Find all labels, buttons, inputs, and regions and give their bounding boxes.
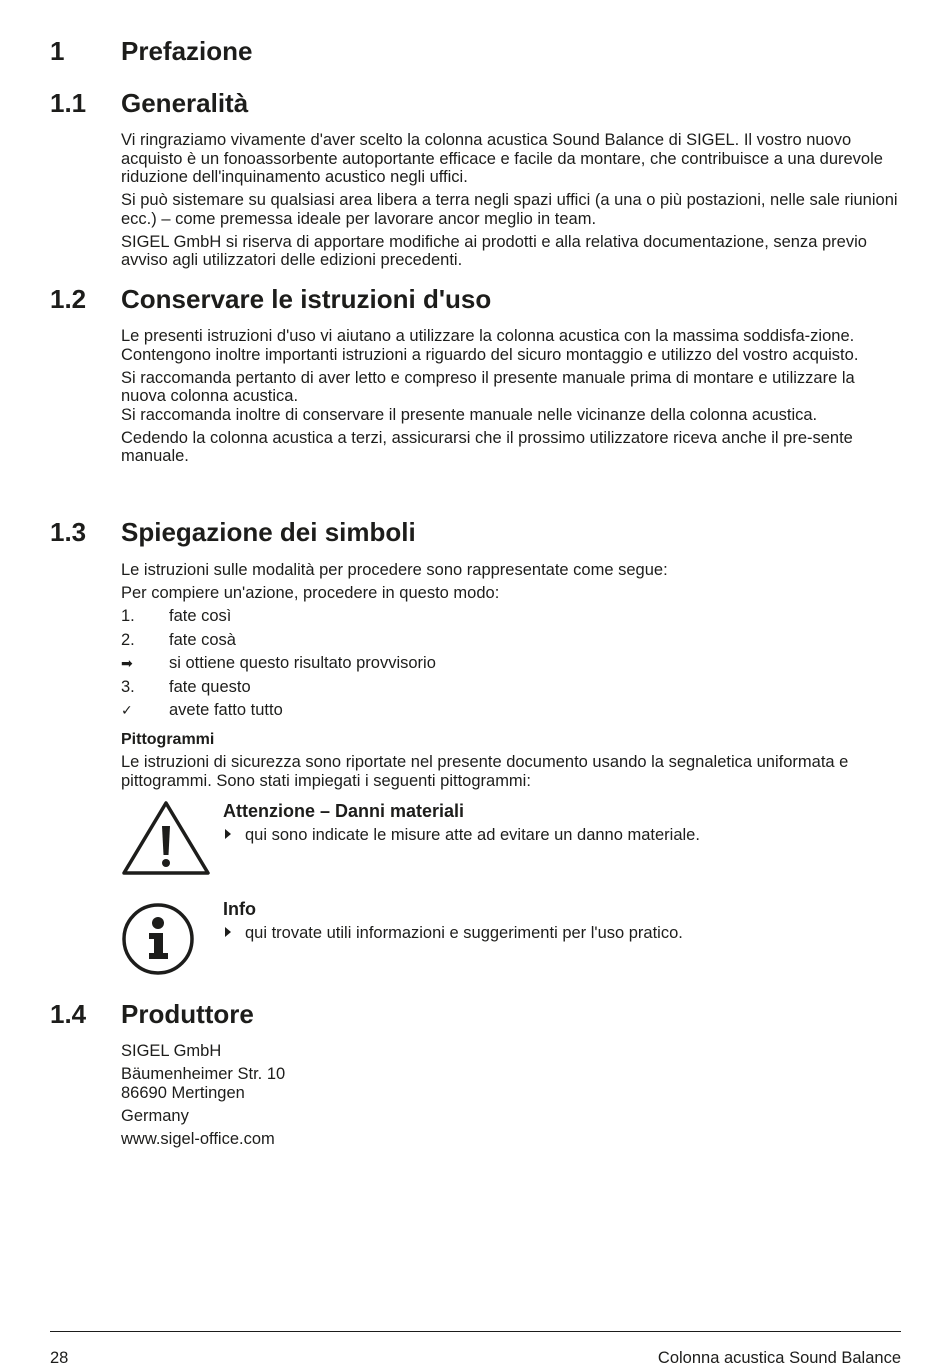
city: 86690 Mertingen [121, 1083, 245, 1102]
symbols-intro [121, 561, 903, 607]
footer-divider [50, 1331, 901, 1332]
bullet-arrow-icon [225, 927, 231, 937]
paragraph: Per compiere un'azione, procedere in questo modo: [121, 584, 500, 603]
section-number: 1.2 [50, 284, 87, 314]
chapter-number: 1 [50, 36, 65, 66]
chapter-title: Prefazione [121, 36, 253, 66]
paragraph: Le istruzioni sulle modalità per procedere sono rappresentate come segue: [121, 561, 668, 579]
section-title: Generalità [121, 88, 249, 118]
info-text: qui trovate utili informazioni e suggerimenti per l'uso pratico. [245, 924, 683, 942]
warning-title: Attenzione – Danni materiali [223, 801, 465, 821]
subheading-pittogrammi: Pittogrammi [121, 731, 215, 748]
paragraph: Si raccomanda pertanto di aver letto e compreso il presente manuale prima di montare e utilizzare la nuova colonna acustica. [121, 368, 855, 406]
paragraph: Le istruzioni di sicurezza sono riportate nel presente documento usando la segnaletica uniformata e pittogrammi. Sono stati impiegati i seguenti pittogrammi: [121, 753, 849, 790]
section-title: Conservare le istruzioni d'uso [121, 284, 492, 314]
section-number: 1.3 [50, 517, 87, 547]
section-number: 1.4 [50, 999, 87, 1029]
paragraph: Contengono inoltre importanti istruzioni a riguardo del sicuro montaggio e utilizzo del vostro acquisto. [121, 345, 859, 364]
warning-triangle-icon [121, 800, 211, 876]
info-circle-icon [121, 902, 195, 976]
section-title: Produttore [121, 999, 254, 1029]
bullet-arrow-icon [225, 829, 231, 839]
warning-text: qui sono indicate le misure atte ad evitare un danno materiale. [245, 826, 700, 844]
step-text: fate così [169, 607, 232, 625]
paragraph: SIGEL GmbH si riserva di apportare modifiche ai prodotti e alla relativa documentazione, senza previo avviso agli utilizzatori delle edizioni precedenti. [121, 232, 867, 270]
section-number: 1.1 [50, 88, 87, 118]
website: www.sigel-office.com [121, 1129, 275, 1148]
document-title: Colonna acustica Sound Balance [657, 1349, 901, 1367]
section-body-1-2 [121, 327, 903, 470]
step-marker: 3. [121, 677, 135, 696]
paragraph: Cedendo la colonna acustica a terzi, assicurarsi che il prossimo utilizzatore riceva anche il pre-sente manuale. [121, 428, 853, 466]
page-number: 28 [50, 1349, 69, 1367]
manufacturer-address [121, 1042, 285, 1153]
info-title: Info [223, 899, 256, 919]
paragraph: Vi ringraziamo vivamente d'aver scelto la colonna acustica Sound Balance di SIGEL. Il vostro nuovo acquisto è un fonoassorbente autoportante efficace e facile da montare, che contribuisce a una durevole riduzione dell'inquinamento acustico negli uffici. [121, 131, 883, 186]
company-name: SIGEL GmbH [121, 1042, 222, 1060]
paragraph: Le presenti istruzioni d'uso vi aiutano a utilizzare la colonna acustica con la massima soddisfa-zione. [121, 327, 855, 345]
warning-line [223, 826, 700, 845]
pittogrammi-text [121, 753, 903, 795]
step-marker: 2. [121, 630, 135, 649]
street: Bäumenheimer Str. 10 [121, 1065, 286, 1084]
step-marker: 1. [121, 607, 135, 625]
step-text: fate cosà [169, 630, 236, 649]
section-title: Spiegazione dei simboli [121, 517, 416, 547]
paragraph: Si raccomanda inoltre di conservare il presente manuale nelle vicinanze della colonna acustica. [121, 405, 818, 424]
info-line [223, 924, 683, 943]
paragraph: Si può sistemare su qualsiasi area libera a terra negli spazi uffici (a una o più postazioni, nelle sale riunioni ecc.) – come premessa ideale per lavorare ancor meglio in team. [121, 191, 898, 228]
step-text: si ottiene questo risultato provvisorio [169, 654, 436, 672]
checkmark-icon: ✓ [121, 702, 133, 718]
section-body-1-1 [121, 131, 903, 274]
country: Germany [121, 1106, 189, 1125]
step-text: fate questo [169, 677, 251, 696]
step-text: avete fatto tutto [169, 701, 283, 719]
arrow-right-icon: ➡ [121, 655, 133, 671]
